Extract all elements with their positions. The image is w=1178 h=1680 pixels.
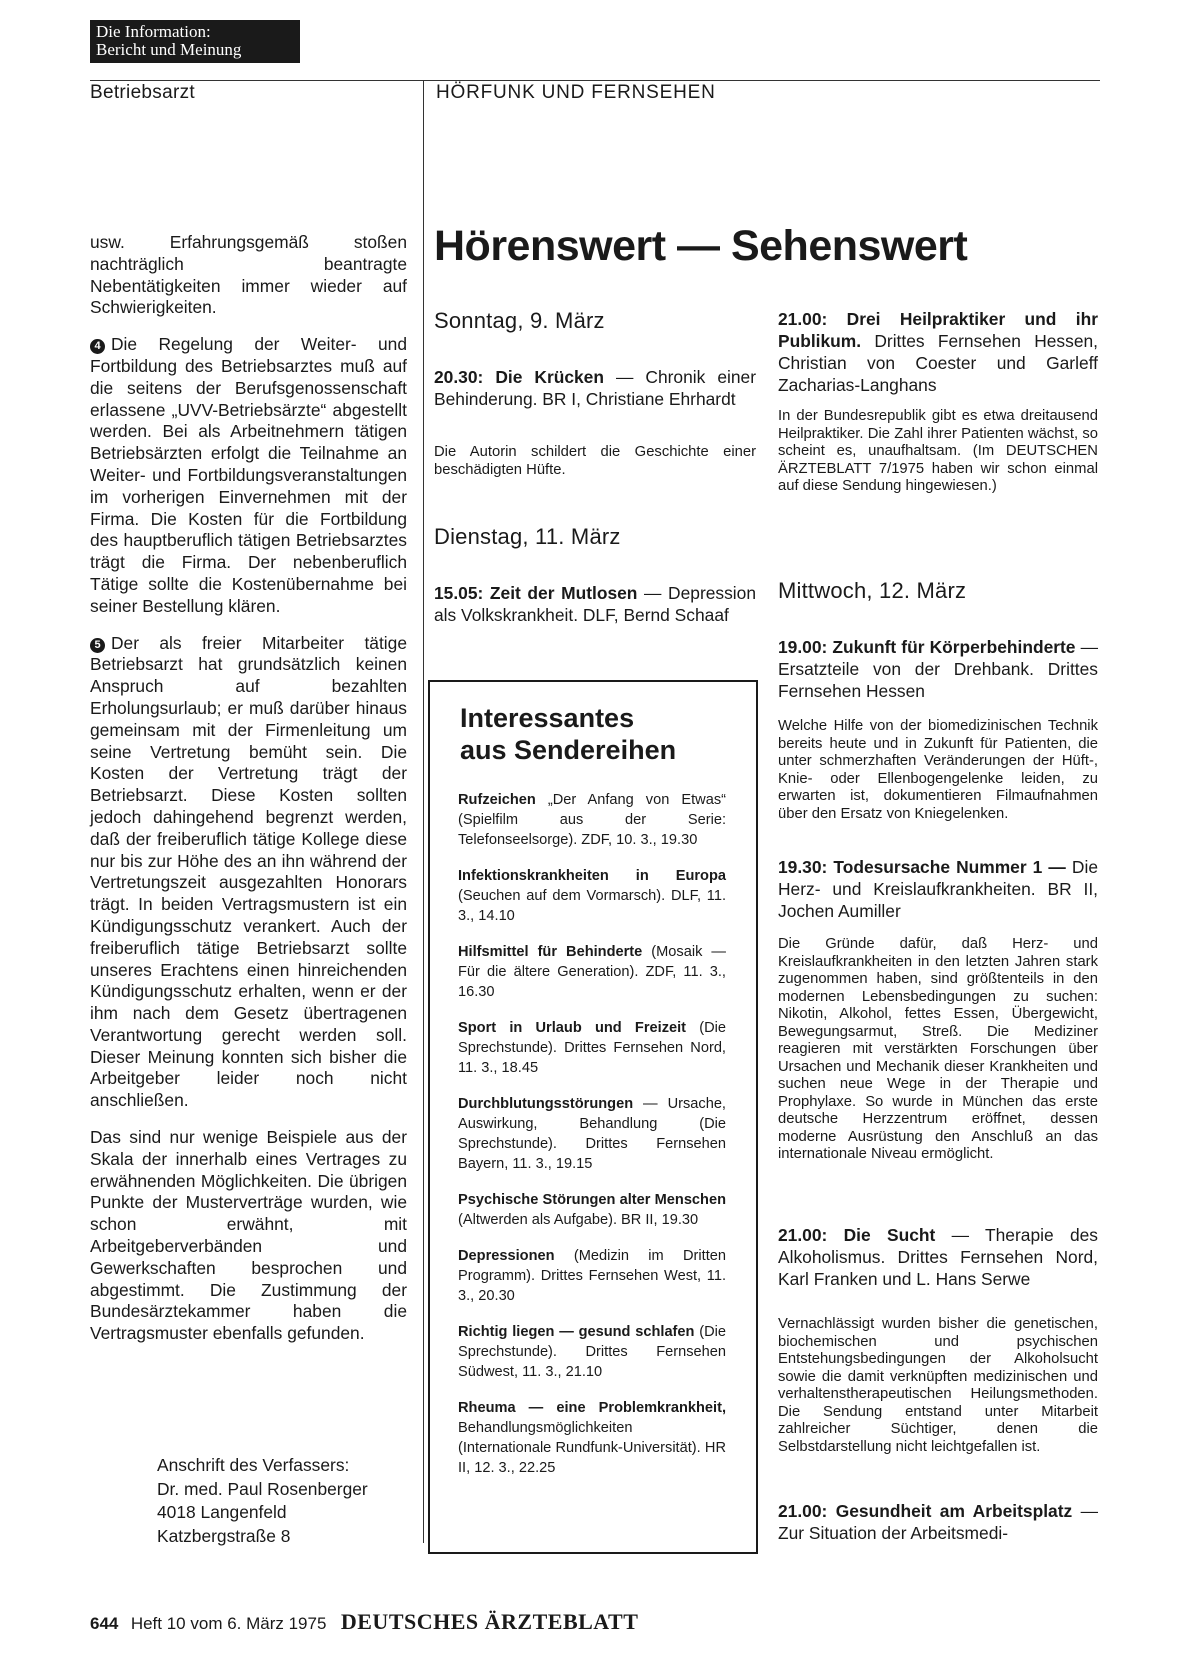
program-title: 15.05: Zeit der Mutlosen [434, 583, 638, 603]
series-info: (Die Sprechstunde). Drittes Fernsehen Südwest, 11. 3., 21.10 [458, 1324, 726, 1380]
series-title: Rheuma — eine Problemkrankheit, [458, 1400, 726, 1416]
day-heading-tuesday: Dienstag, 11. März [434, 524, 621, 549]
program-info: — Chronik einer Behinderung. BR I, Christiane Ehrhardt [434, 367, 756, 409]
list-item [458, 942, 726, 1002]
program-entry [434, 582, 756, 626]
ribbon-line-2: Bericht und Meinung [96, 40, 242, 59]
page-headline: Hörenswert — Sehenswert [434, 222, 968, 270]
series-title: Infektionskrankheiten in Europa [458, 868, 726, 884]
address-line-3: 4018 Langenfeld [157, 1502, 287, 1522]
list-item [458, 790, 726, 850]
column-divider [423, 80, 424, 1543]
address-line-4: Katzbergstraße 8 [157, 1525, 291, 1546]
series-list [458, 790, 726, 1494]
paragraph-3 [90, 633, 407, 1113]
series-title: Depressionen [458, 1248, 555, 1264]
address-line-2: Dr. med. Paul Rosenberger [157, 1478, 368, 1499]
journal-name: DEUTSCHES ÄRZTEBLATT [340, 1609, 639, 1634]
program-info: — Ersatzteile von der Drehbank. Drittes Fernsehen Hessen [778, 637, 1098, 701]
list-item [458, 1322, 726, 1382]
program-entry [778, 1224, 1098, 1290]
section-label-left: Betriebsarzt [90, 82, 195, 103]
page-footer [90, 1609, 638, 1635]
program-info: Drittes Fernsehen Hessen, Christian von Coester und Garleff Zacharias-Langhans [778, 331, 1098, 395]
series-info: Behandlungsmöglichkeiten (Internationale Rundfunk-Universität). HR II, 12. 3., 22.25 [458, 1420, 726, 1476]
series-info: (Medizin im Dritten Programm). Drittes Fernsehen West, 11. 3., 20.30 [458, 1248, 726, 1304]
program-description: Vernachlässigt wurden bisher die genetischen, biochemischen und psychischen Entstehungsbedingungen der Alkoholsucht sowie die damit verknüpften medizinischen und verhaltenstherapeutischen Heilungsmethoden. Die Sendung entstand unter Mitarbeit zahlreicher Süchtiger, denen die Selbstdarstellung nicht leichtgefallen ist. [778, 1316, 1098, 1455]
program-entry [778, 856, 1098, 922]
box-title [460, 702, 676, 766]
program-title: 19.30: Todesursache Nummer 1 — [778, 857, 1066, 877]
paragraph-3-text: Der als freier Mitarbeiter tätige Betriebsarzt hat grundsätzlich keinen Anspruch auf bezahlten Erholungsurlaub; er muß darüber hinaus gemeinsam mit der Firmenleitung um seine Vertretung bemüht sein. Die Kosten der Vertretung trägt der Betriebsarzt. Diese Kosten sollten jedoch dahingehend begrenzt werden, daß der freiberuflich tätige Kollege diese nur bis zur Höhe des an ihn während der Vertretungszeit ausgezahlten Honorars trägt. In beiden Vertragsmustern ist ein Kündigungsschutz verankert. Auch der freiberuflich tätige Betriebsarzt sollte unseres Erachtens einen hinreichenden Kündigungsschutz erhalten, wenn er der ihm nach dem Gesetz übertragenen Verantwortung gerecht werden soll. Dieser Meinung konnten sich bisher die Arbeitgeber leider noch nicht anschließen. [90, 632, 407, 1111]
program-description: Welche Hilfe von der biomedizinischen Technik bereits heute und in Zukunft für Patienten, die unter schmerzhaften Veränderungen der Hüft-, Knie- oder Ellenbogengelenke leiden, zu erwarten ist, dokumentieren Filmaufnahmen über den Ersatz von Kniegelenken. [778, 718, 1098, 822]
program-title: 21.00: Drei Heilpraktiker und ihr Publikum. [778, 309, 1098, 351]
day-heading-wednesday: Mittwoch, 12. März [778, 578, 967, 603]
program-entry [778, 308, 1098, 396]
series-title: Sport in Urlaub und Freizeit [458, 1020, 687, 1036]
list-item [458, 866, 726, 926]
section-label-right: HÖRFUNK UND FERNSEHEN [436, 82, 716, 103]
list-item [458, 1398, 726, 1478]
box-title-line-2: aus Sendereihen [460, 735, 677, 765]
program-info: — Therapie des Alkoholismus. Drittes Fernsehen Nord, Karl Franken und L. Hans Serwe [778, 1225, 1098, 1289]
box-title-line-1: Interessantes [460, 703, 635, 733]
paragraph-2-text: Die Regelung der Weiter- und Fortbildung des Betriebsarztes muß auf die seitens der Berufsgenossenschaft erlassene „UVV-Betriebsärzte“ abgestellt werden. Bei als Arbeitnehmern tätigen Betriebsärzten erfolgt die Teilnahme an Weiter- und Fortbildungsveranstaltungen im vorherigen Einvernehmen mit der Firma. Die Kosten für die Fortbildung des hauptberuflich tätigen Betriebsarztes trägt die Firma. Der nebenberuflich Tätige sollte die Kostenübernahme bei seiner Bestellung klären. [90, 334, 407, 616]
list-item [458, 1190, 726, 1230]
list-item [458, 1094, 726, 1174]
day-heading-sunday: Sonntag, 9. März [434, 308, 605, 333]
program-info: — Zur Situation der Arbeitsmedi- [778, 1501, 1098, 1543]
series-title: Richtig liegen — gesund schlafen [458, 1324, 695, 1340]
paragraph-4: Das sind nur wenige Beispiele aus der Skala der innerhalb eines Vertrages zu erwähnenden Möglichkeiten. Die übrigen Punkte der Musterverträge wurden, wie schon erwähnt, mit Arbeitgeberverbänden und Gewerkschaften besprochen und abgestimmt. Die Zustimmung der Bundesärztekammer haben die Vertragsmuster ebenfalls gefunden. [90, 1127, 407, 1344]
section-ribbon [90, 20, 300, 63]
series-info: (Die Sprechstunde). Drittes Fernsehen Nord, 11. 3., 18.45 [458, 1020, 727, 1076]
series-info: „Der Anfang von Etwas“ (Spielfilm aus der Serie: Telefonseelsorge). ZDF, 10. 3., 19.30 [458, 792, 726, 848]
series-title: Durchblutungsstörungen [458, 1096, 634, 1112]
page-number: 644 [90, 1614, 119, 1633]
program-description: Die Autorin schildert die Geschichte einer beschädigten Hüfte. [434, 444, 756, 478]
program-title: 21.00: Gesundheit am Arbeitsplatz [778, 1501, 1073, 1521]
program-title: 19.00: Zukunft für Körperbehinderte [778, 637, 1076, 657]
issue-info: Heft 10 vom 6. März 1975 [130, 1614, 327, 1633]
series-info: (Altwerden als Aufgabe). BR II, 19.30 [458, 1212, 699, 1228]
header-rule [90, 80, 1100, 81]
program-info: Die Herz- und Kreislaufkrankheiten. BR II, Jochen Aumiller [778, 857, 1098, 921]
address-line-1: Anschrift des Verfassers: [157, 1455, 350, 1475]
number-4-icon: 4 [90, 339, 105, 354]
program-entry [434, 366, 756, 410]
series-info: (Mosaik — Für die ältere Generation). ZDF, 11. 3., 16.30 [458, 944, 726, 1000]
program-info: — Depression als Volkskrankheit. DLF, Bernd Schaaf [434, 583, 756, 625]
list-item [458, 1246, 726, 1306]
program-title: 21.00: Die Sucht [778, 1225, 936, 1245]
series-title: Rufzeichen [458, 792, 536, 808]
number-5-icon: 5 [90, 638, 105, 653]
program-entry [778, 636, 1098, 702]
list-item [458, 1018, 726, 1078]
series-title: Psychische Störungen alter Menschen [458, 1192, 726, 1208]
series-info: — Ursache, Auswirkung, Behandlung (Die Sprechstunde). Drittes Fernsehen Bayern, 11. 3., 19.15 [458, 1096, 726, 1172]
program-description: In der Bundesrepublik gibt es etwa dreitausend Heilpraktiker. Die Zahl ihrer Patienten wächst, so scheint es, unaufhaltsam. (Im DEUTSCHEN ÄRZTEBLATT 7/1975 haben wir schon einmal auf diese Sendung hingewiesen.) [778, 408, 1098, 494]
author-address [157, 1454, 368, 1548]
program-title: 20.30: Die Krücken [434, 367, 604, 387]
ribbon-line-1: Die Information: [96, 22, 211, 41]
program-description: Die Gründe dafür, daß Herz- und Kreislaufkrankheiten in den letzten Jahren stark zugenommen haben, sind größtenteils in den modernen Lebensbedingungen zu suchen: Nikotin, Alkohol, fettes Essen, Übergewicht, Bewegungsarmut, Streß. Die Mediziner reagieren mit verstärkten Forschungen über Ursachen und Mechanik dieser Krankheiten und suchen neue Wege in der Therapie und Prophylaxe. So wurde in München das erste deutsche Herzzentrum eröffnet, dessen moderne Ausrüstung den Anschluß an das internationale Niveau ermöglicht. [778, 936, 1098, 1162]
series-title: Hilfsmittel für Behinderte [458, 944, 643, 960]
article-column [90, 232, 407, 1360]
paragraph-1: usw. Erfahrungsgemäß stoßen nachträglich beantragte Nebentätigkeiten immer wieder auf Schwierigkeiten. [90, 232, 407, 318]
series-info: (Seuchen auf dem Vormarsch). DLF, 11. 3., 14.10 [458, 888, 726, 924]
program-entry [778, 1500, 1098, 1544]
paragraph-2 [90, 334, 407, 617]
